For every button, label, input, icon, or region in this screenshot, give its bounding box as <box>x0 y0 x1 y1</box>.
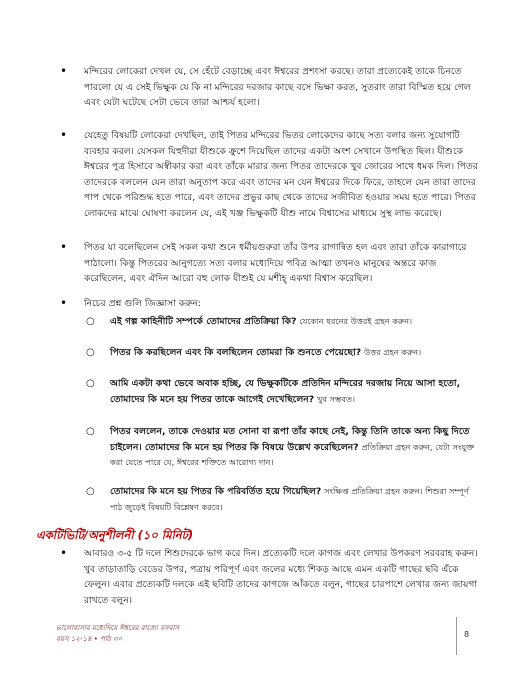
footer-line-2: বয়স ১২-১৪ • পাঠ ৩০ <box>56 635 123 643</box>
bullet-list <box>60 64 480 111</box>
bullet-item <box>60 296 480 312</box>
footer-title <box>56 623 179 645</box>
bullet-list <box>60 240 480 287</box>
question-note: সংক্ষিপ্ত প্রতিক্রিয়া গ্রহন করুন। শিশুরা সম্পূর্ণ পাঠ জুড়েই বিষয়টি বিশ্লেষণ করবে। <box>110 486 469 512</box>
bullet-dot-icon: • <box>60 128 68 142</box>
circle-bullet-icon: ○ <box>86 378 95 389</box>
circle-bullet-icon: ○ <box>86 316 95 327</box>
question-note: প্রতিক্রিয়া গ্রহন করুন, যেটা সংযুক্ত করা যেতে পারে যে, ঈশ্বরের শক্তিতে আরোগ্য দান। <box>110 441 475 467</box>
question-item <box>82 345 480 361</box>
question-list <box>60 314 480 330</box>
question-list <box>60 424 480 471</box>
footer-line-1: ভালোবাসার মধ্যেদিয়ে ঈশ্বরের রাজ্যে বসবাস <box>56 624 180 632</box>
bullet-dot-icon: • <box>60 546 68 560</box>
question-item <box>82 376 480 407</box>
question-list <box>60 376 480 407</box>
section-heading: একটিভিটি/অনুশীলনী (১০ মিনিট) <box>36 528 194 542</box>
question-text: পিতর বললেন, তাকে দেওয়ার মত সোনা বা রূপা তাঁর কাছে নেই, কিন্তু তিনি তাকে অন্য কিছু দিতে চাইলেন। তোমাদের কি মনে হয় পিতর কি বিষয়ে উল্লেখ করেছিলেন? <box>110 426 470 453</box>
question-note: খুব সম্ভবত। <box>317 393 356 404</box>
page-number: 8 <box>464 630 470 639</box>
bullet-item <box>60 546 480 608</box>
bullet-text: আবারও ৩-৫ টি দলে শিশুদেরকে ভাগ করে দিন। প্রত্যেকটি দলে কাগজ এবং লেখার উপকরণ সরবরাহ করুন। খুব তাড়াতাড়ি বেডের উপর, পত্রায় পরিপূর্ণ এবং জলের মধ্যে শিকড় আছে এমন একটি গাছের ছবি এঁকে ফেলুন। এবার প্রত্যেকটি দলকে এই ছবিটি তাদের কাগজে আঁকতে বলুন, গাছের চারপাশে লেখার জন্য জায়গা রাখতে বলুন। <box>84 548 478 606</box>
question-text: তোমাদের কি মনে হয় পিতর কি পরিবর্তিত হয়ে গিয়েছিল? <box>110 486 322 497</box>
question-text: আমি একটা কথা ভেবে অবাক হচ্ছি, যে ভিক্ষুকটিকে প্রতিদিন মন্দিরের দরজায় নিয়ে আসা হতো, তোমাদের কি মনে হয় পিতর তাকে আগেই দেখেছিলেন? <box>110 378 461 405</box>
bullet-dot-icon: • <box>60 296 68 310</box>
question-text: এই গল্প কাহিনীটি সম্পর্কে তোমাদের প্রতিক্রিয়া কি? <box>110 316 297 327</box>
bullet-text: পিতর যা বলেছিলেন সেই সকল কথা শুনে ধর্মীয়গুরুরা তাঁর উপর রাগান্বিত হল এবং তারা তাঁকে কারাগারে পাঠালো। কিন্তু পিতরের আনুগত্যে সত্য বলার মধ্যেদিয়ে পবিত্র আত্মা তখনও মানুষের অন্তরে কাজ করেছিলেন, এবং ঐদিন আরো বহু লোক যীশুই যে মশীহ্‌ একথা বিশ্বাস করেছিল। <box>84 242 467 284</box>
bullet-list <box>60 296 480 312</box>
activity-list <box>60 546 480 608</box>
bullet-dot-icon: • <box>60 64 68 78</box>
bullet-text: মন্দিরের লোকেরা দেখল যে, সে হেঁটে বেড়াচ্ছে এবং ঈশ্বরের প্রশংসা করছে। তারা প্রত্যেকেই তাকে চিনতে পারলো যে এ সেই ভিক্ষুক যে কি না মন্দিরের দরজার কাছে বসে ভিক্ষা করত, সুতরাং তারা বিস্মিত হয়ে গেল এবং যেটা ঘটেছে সেটা ভেবে তারা আশ্চর্য হলো। <box>84 66 471 108</box>
question-item <box>82 424 480 471</box>
question-list <box>60 484 480 515</box>
circle-bullet-icon: ○ <box>86 486 95 497</box>
footer-divider <box>456 617 457 655</box>
bullet-item <box>60 240 480 287</box>
circle-bullet-icon: ○ <box>86 426 95 437</box>
bullet-text: যেহেতু বিষয়টি লোকেরা দেখছিল, তাই পিতর মন্দিরের ভিতর লোকেদের কাছে সত্য বলার জন্য সুযোগটি ব্যবহার করল। যেসকল যিহুদীরা যীশুকে ক্রুশে দিয়েছিল তাদের একটা অংশ সেখানে উপস্থিত ছিল। যীশুকে ঈশ্বরের পুত্র হিসাবে অস্বীকার করা এবং তাঁকে মারার জন্য পিতর তাদেরকে খুব জোরের সাথে ধমক দিল। পিতর তাদেরকে বললেন যেন তারা অনুতাপ করে এবং তাদের মন যেন ঈশ্বরের দিকে ফিরে, তাহলে যেন তারা তাদের পাপ থেকে পরিশুদ্ধ হতে পারে, এবং তাদের প্রভুর কাছ থেকে তাদের সজীবিত হওয়ার সময় হতে পারে। পিতর লোকদের মাঝে ঘোষণা করলেন যে, এই খঞ্জ ভিক্ষুকটি যীশু নামে বিশ্বাসের মাধ্যমে সুস্থ লাভ করেছে। <box>84 130 478 219</box>
bullet-item <box>60 128 480 221</box>
question-note: যেকোন ধরনের উত্তরই গ্রহন করুন। <box>299 316 413 326</box>
question-note: উত্তর গ্রহন করুন। <box>364 347 422 357</box>
circle-bullet-icon: ○ <box>86 347 95 358</box>
question-text: পিতর কি করছিলেন এবং কি বলছিলেন তোমরা কি শুনতে পেয়েছো? <box>110 347 362 358</box>
bullet-dot-icon: • <box>60 240 68 254</box>
question-item <box>82 314 480 330</box>
bullet-text: নিচের প্রশ্ন গুলি জিজ্ঞাসা করুন: <box>84 298 201 309</box>
bullet-item <box>60 64 480 111</box>
question-list <box>60 345 480 361</box>
bullet-list <box>60 128 480 221</box>
question-item <box>82 484 480 515</box>
